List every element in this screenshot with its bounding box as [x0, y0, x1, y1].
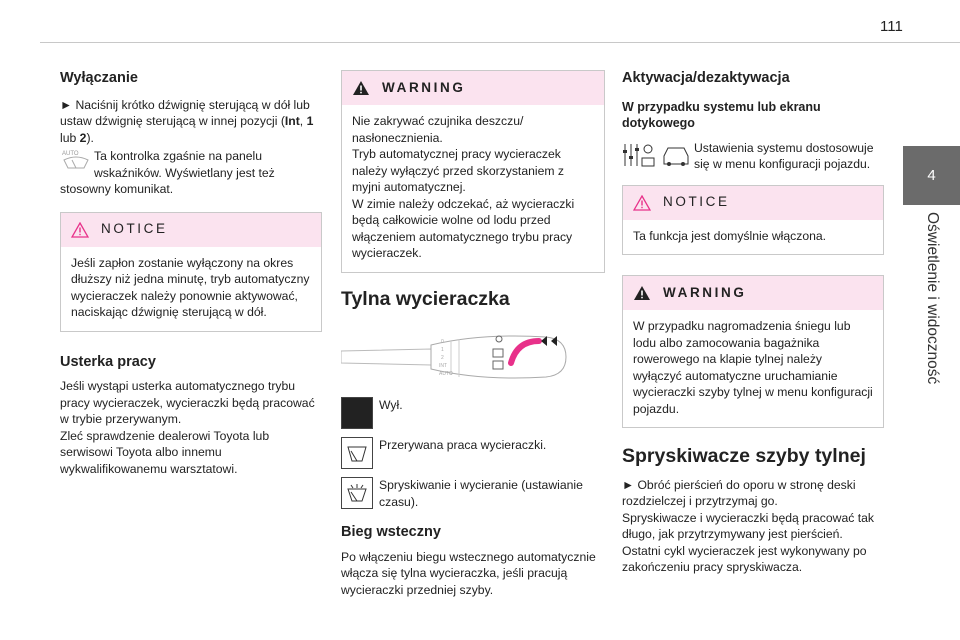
heading-switch-off: Wyłączanie: [60, 70, 138, 86]
mode-wash-row: [341, 477, 603, 510]
svg-text:AUTO: AUTO: [439, 371, 453, 377]
column-3: [622, 70, 884, 576]
chapter-tab[interactable]: 4: [903, 146, 960, 205]
washers-text-1: ► Obróć pierścień do oporu w stronę deski rozdzielczej i przytrzymaj go.: [622, 477, 856, 508]
warning-triangle-icon: [633, 285, 651, 301]
mode-wash-text: Spryskiwanie i wycieranie (ustawianie czasu).: [379, 478, 583, 509]
mode-off-text: Wył.: [379, 398, 403, 412]
notice-label: NOTICE: [101, 221, 168, 237]
wiper-lever-illustration: [341, 319, 581, 389]
notice-text-2: Ta funkcja jest domyślnie włączona.: [633, 228, 827, 243]
heading-rear-washers: Spryskiwacze szyby tylnej: [622, 445, 866, 467]
malfunction-text-1: Jeśli wystąpi usterka automatycznego trybu pracy wycieraczek, wycieraczki będą pracować w trybie przerywanym.: [60, 379, 315, 426]
warning-label: WARNING: [382, 79, 466, 95]
reverse-gear-text: Po włączeniu biegu wstecznego automatycznie włącza się tylna wycieraczka, jeśli pracują wycieraczki przedniej szyby.: [341, 549, 596, 597]
svg-text:INT: INT: [439, 363, 448, 369]
indicator-text: Ta kontrolka zgaśnie na panelu wskaźników. Wyświetlany jest też stosowny komunikat.: [60, 149, 275, 196]
page-number: 111: [880, 18, 903, 35]
notice-triangle-icon: [633, 195, 651, 211]
svg-text:2: 2: [441, 355, 444, 361]
notice-text: Jeśli zapłon zostanie wyłączony na okres dłuższy niż jedna minutę, tryb automatyczny wycieraczek należy ponownie aktywować, naciskając dźwignię sterującą w dół.: [71, 255, 310, 319]
warning-label-2: WARNING: [663, 284, 747, 300]
washers-text-2: Spryskiwacze i wycieraczki będą pracować tak długo, jak przytrzymywany jest pierścień.: [622, 510, 874, 541]
wiper-off-icon: [341, 397, 373, 429]
subheading-touchscreen: W przypadku systemu lub ekranu dotykowego: [622, 99, 821, 130]
wiper-wash-icon: [341, 477, 373, 509]
heading-reverse-gear: Bieg wsteczny: [341, 524, 441, 540]
notice-header-2: [623, 186, 883, 220]
notice-box-2: [622, 185, 884, 256]
settings-row: [622, 140, 884, 173]
heading-activation: Aktywacja/dezaktywacja: [622, 70, 790, 86]
warning-box-1: [341, 70, 605, 273]
mode-off-row: [341, 397, 603, 429]
svg-text:1: 1: [441, 347, 444, 353]
notice-header: [61, 213, 321, 247]
wiper-intermittent-icon: [341, 437, 373, 469]
column-2: [341, 70, 603, 598]
chapter-title: [903, 212, 960, 422]
notice-box-1: [60, 212, 322, 332]
notice-triangle-icon: [71, 222, 89, 238]
warning-text-1: Nie zakrywać czujnika deszczu/ nasłonecznienia.: [352, 114, 524, 145]
warning-triangle-icon: [352, 80, 370, 96]
header-rule: [40, 42, 960, 43]
chapter-title-text: Oświetlenie i widoczność: [923, 212, 941, 385]
malfunction-text-2: Zleć sprawdzenie dealerowi Toyota lub serwisowi Toyota albo innemu wykwalifikowanemu warsztatowi.: [60, 428, 270, 476]
auto-wiper-warning-icon: [60, 148, 92, 170]
warning-text-3: W zimie należy odczekać, aż wycieraczki będą całkowicie wolne od lodu przed włączeniem automatycznego trybu pracy wycieraczek.: [352, 196, 575, 260]
svg-text:0: 0: [441, 339, 444, 345]
mode-intermittent-text: Przerywana praca wycieraczki.: [379, 438, 547, 452]
notice-label-2: NOTICE: [663, 194, 730, 210]
svg-text:AUTO: AUTO: [62, 151, 79, 157]
mode-intermittent-row: [341, 437, 603, 469]
warning-header: [342, 71, 604, 105]
settings-vehicle-icon: [622, 140, 694, 170]
warning-text-2: Tryb automatycznej pracy wycieraczek należy wyłączyć przed skorzystaniem z myjni automatycznej.: [352, 147, 564, 194]
warning-text-4: W przypadku nagromadzenia śniegu lub lodu albo zamocowania bagażnika rowerowego na klapie tylnej należy wyłączyć automatyczne uruchamianie wycieraczki szyby tylnej w menu konfiguracji pojazdu.: [633, 319, 873, 416]
column-1: [60, 70, 322, 477]
heading-malfunction: Usterka pracy: [60, 353, 156, 370]
heading-rear-wiper: Tylna wycieraczka: [341, 287, 510, 310]
warning-header-2: [623, 276, 883, 310]
settings-text: Ustawienia systemu dostosowuje się w menu konfiguracji pojazdu.: [694, 140, 874, 171]
washers-text-3: Ostatni cykl wycieraczek jest wykonywany po zakończeniu pracy spryskiwacza.: [622, 543, 867, 574]
switch-off-text: ► Naciśnij krótko dźwignię sterującą w dół lub ustaw dźwignię sterującą w innej pozycji (Int, 1 lub 2).: [60, 97, 314, 145]
warning-box-2: [622, 275, 884, 428]
